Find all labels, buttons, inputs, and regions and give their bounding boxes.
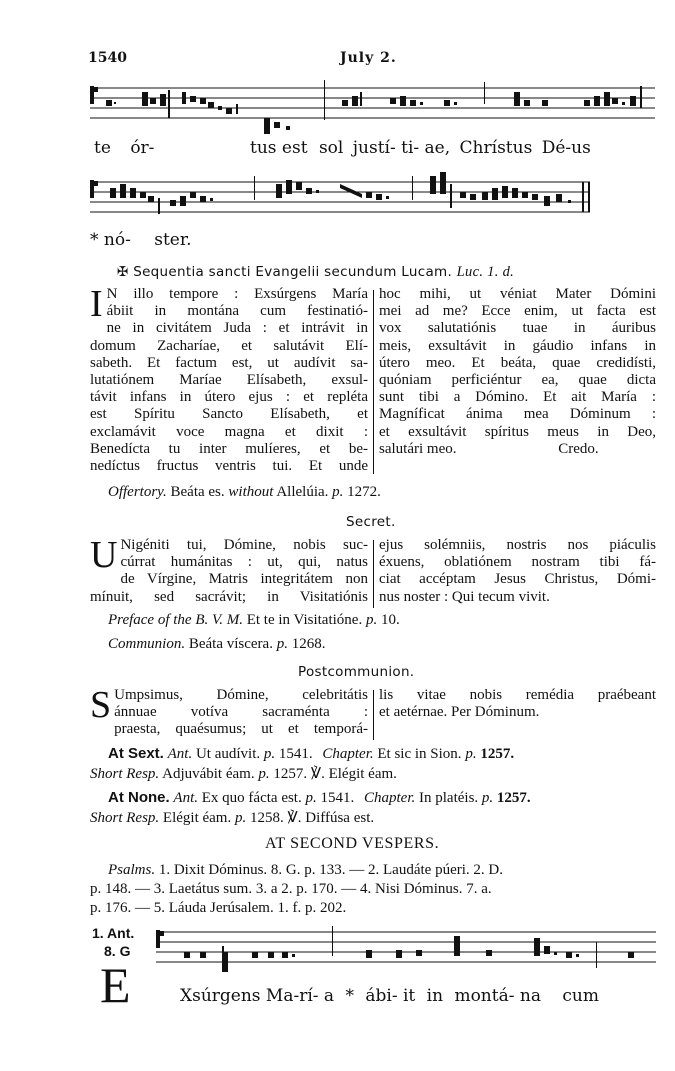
secret-line: nus noster : Qui tecum vivit.: [379, 588, 550, 605]
chant-2-lyrics: [180, 986, 599, 1006]
postcommunion-line: et aetérnae. Per Dóminum.: [379, 704, 540, 721]
page-header: [88, 50, 658, 70]
none-ant-text: Ex quo fácta est.: [201, 790, 302, 806]
none-resp-text: Elégit éam.: [162, 810, 232, 826]
vespers-psalms-line-1: [108, 862, 503, 879]
communion-line: [108, 636, 325, 653]
preface-label: Preface of the: [108, 612, 192, 628]
none-label: At None.: [108, 789, 170, 806]
gospel-line: sunt tibi a Dómino. Et ait María :: [379, 389, 656, 406]
none-resp-line: [90, 808, 374, 827]
postcommunion-line: ánnuae votíva sacraménta :: [114, 704, 368, 721]
column-divider: [373, 290, 374, 474]
vespers-psalms-line-2: p. 148. — 3. Laetátus sum. 3. a 2. p. 170. — 4. Nisi Dóminus. 7. a.: [90, 881, 492, 897]
lyric-syllable: in: [426, 986, 444, 1006]
secret-line: de Vírgine, Matris integritátem non: [120, 571, 368, 588]
lyric-syllable: ábi- it: [365, 986, 416, 1006]
secret-line: mínuit, sed sacrávit; in Visitatiónis: [90, 588, 368, 605]
offertory-text-2: Allelúia.: [276, 484, 329, 500]
postcommunion-right-column: [379, 687, 656, 721]
lyric-syllable: te: [94, 138, 111, 158]
lyric-syllable: Chrístus: [459, 138, 533, 158]
gospel-line: Magníficat ánima mea Dóminum :: [379, 406, 656, 423]
sext-line: [108, 745, 514, 763]
chant-1-lyrics-b: [250, 138, 591, 158]
communion-label: Communion.: [108, 636, 186, 652]
gospel-dropcap: I: [90, 283, 103, 325]
chant-1-lyrics: [94, 138, 154, 158]
gospel-line: lutatiónem Maríae Elísabeth, exsul-: [90, 372, 368, 389]
gospel-line: útero meo. Et beáta, quae credidísti,: [379, 354, 656, 371]
lyric-syllable: ór-: [130, 138, 155, 158]
gospel-line: meis, exsultávit in gáudio infans in: [379, 337, 656, 354]
lyric-syllable: cum: [562, 986, 599, 1006]
offertory-page: 1272.: [347, 484, 381, 500]
sext-ant: Ant.: [167, 746, 193, 762]
communion-p: p.: [276, 636, 288, 652]
none-chapter: Chapter.: [363, 790, 416, 806]
antiphon-initial: E: [100, 957, 131, 1013]
sext-resp-line: [90, 764, 397, 783]
gospel-line: quóniam perficiéntur ea, quae dicta: [379, 372, 656, 389]
none-p2: p.: [481, 790, 494, 806]
gospel-line: Benedícta tu inter mulíeres, et be-: [90, 440, 368, 457]
postcommunion-dropcap: S: [90, 684, 112, 726]
psalms-text: 1. Dixit Dóminus. 8. G. p. 133. — 2. Laudáte púeri. 2. D.: [158, 862, 503, 878]
offertory-text: Beáta es.: [170, 484, 225, 500]
postcommunion-line: lis vitae nobis remédia praébeant: [379, 687, 656, 703]
chant-1-lyrics-2: [90, 230, 192, 250]
vespers-psalms-line-3: p. 176. — 5. Láuda Jerúsalem. 1. f. p. 202.: [90, 900, 347, 916]
gospel-line: nedíctus fructus ventris tui. Et unde: [90, 458, 368, 475]
secret-line: ciat accéptam Jesus Christus, Dómi-: [379, 571, 656, 588]
gospel-left-column: [90, 283, 368, 475]
preface-p: p.: [365, 612, 378, 628]
preface-line: [108, 612, 400, 629]
none-page3: 1258.: [249, 810, 284, 826]
preface-bvm: B. V. M.: [195, 612, 243, 628]
sext-p2: p.: [465, 746, 477, 762]
communion-text: Beáta víscera.: [188, 636, 273, 652]
secret-heading: Secret.: [346, 514, 396, 530]
sext-chapter: Chapter.: [322, 746, 374, 762]
secret-line: Nigéniti tui, Dómine, nobis suc-: [120, 537, 368, 553]
sext-page2: 1257.: [480, 746, 515, 762]
chant-staff-3: [156, 922, 660, 982]
sext-versicle: ℣. Elégit éam.: [310, 766, 397, 782]
sext-p1: p.: [263, 746, 276, 762]
offertory-line: [108, 484, 381, 501]
lyric-syllable: Xsúrgens Ma-rí- a: [180, 986, 335, 1006]
none-page1: 1541.: [320, 790, 355, 806]
credo-label: Credo.: [558, 440, 599, 457]
chant-staff-2: [90, 172, 660, 228]
none-resp-label: Short Resp.: [90, 810, 160, 826]
gospel-line: ne in civitátem Juda : et intrávit in: [106, 320, 368, 337]
postcommunion-heading: Postcommunion.: [298, 664, 415, 680]
lyric-syllable: * nó-: [90, 230, 131, 250]
offertory-p: p.: [332, 484, 344, 500]
sext-p3: p.: [258, 766, 270, 782]
gospel-line: sabeth. Et factum est, ut audívit sa-: [90, 354, 368, 371]
postcommunion-line: Umpsimus, Dómine, celebritátis: [114, 687, 368, 703]
lyric-syllable: justí- ti- ae,: [352, 138, 451, 158]
gospel-line: N illo tempore : Exsúrgens María: [106, 286, 368, 302]
postcommunion-left-column: [90, 684, 368, 739]
sext-resp-label: Short Resp.: [90, 766, 160, 782]
gospel-line: domum Zacharíae, et salutávit Elí-: [90, 337, 368, 354]
secret-dropcap: U: [90, 534, 118, 576]
antiphon-label: 1. Ant.: [92, 925, 135, 941]
sext-page1: 1541.: [278, 746, 313, 762]
sext-chapter-text: Et sic in Sion.: [377, 746, 462, 762]
none-line: [108, 789, 531, 807]
sext-page3: 1257.: [273, 766, 308, 782]
offertory-label: Offertory.: [108, 484, 167, 500]
gospel-line: exclamávit voce magna et dixit :: [90, 423, 368, 440]
gospel-line: mei ad me? Ecce enim, ut facta est: [379, 303, 656, 320]
lyric-syllable: montá- na: [454, 986, 541, 1006]
secret-line: cúrrat humánitas : ut, qui, natus: [120, 554, 368, 571]
page-number: 1540: [88, 50, 127, 66]
gospel-line: távit infans in útero ejus : et repléta: [90, 389, 368, 406]
secret-line: éxuens, oblatiónem nostram tibi fá-: [379, 554, 656, 571]
secret-line: ejus solémniis, nostris nos piáculis: [379, 537, 656, 553]
offertory-without: without: [228, 484, 274, 500]
gospel-line: ábiit in montána cum festinatió-: [106, 303, 368, 320]
gospel-line: hoc mihi, ut véniat Mater Dómini: [379, 286, 656, 302]
chant-staff-1: [90, 78, 660, 138]
lyric-syllable: *: [345, 986, 354, 1006]
gospel-line: [379, 441, 656, 458]
lyric-syllable: sol: [318, 138, 344, 158]
running-title: July 2.: [340, 50, 397, 66]
gospel-line: vox salutatiónis tuae in áuribus: [379, 320, 656, 337]
none-p3: p.: [234, 810, 247, 826]
lyric-syllable: Dé-us: [541, 138, 591, 158]
gospel-right-column: [379, 286, 656, 458]
secret-right-column: [379, 537, 656, 606]
preface-page: 10.: [380, 612, 400, 628]
none-chapter-text: In platéis.: [419, 790, 479, 806]
sext-resp-text: Adjuvábit éam.: [162, 766, 255, 782]
psalms-label: Psalms.: [108, 862, 156, 878]
gospel-line: est Spíritu Sancto Elísabeth, et: [90, 406, 368, 423]
gospel-reference: Luc. 1. d.: [456, 264, 515, 280]
gospel-heading: [117, 264, 514, 281]
none-ant: Ant.: [173, 790, 199, 806]
none-page2: 1257.: [496, 790, 531, 806]
vespers-heading: AT SECOND VESPERS.: [265, 835, 440, 852]
none-versicle: ℣. Diffúsa est.: [287, 810, 375, 826]
column-divider: [373, 690, 374, 740]
preface-text: Et te in Visitatióne.: [246, 612, 363, 628]
secret-left-column: [90, 534, 368, 606]
lyric-syllable: tus est: [250, 138, 308, 158]
sext-label: At Sext.: [108, 745, 164, 762]
postcommunion-line: praesta, quaésumus; ut et temporá-: [114, 721, 368, 738]
sext-ant-text: Ut audívit.: [195, 746, 261, 762]
gospel-heading-text: ✠ Sequentia sancti Evangelii secundum Lucam.: [117, 264, 453, 280]
lyric-syllable: ster.: [154, 230, 192, 250]
gospel-line: et exsultávit spíritus meus in Deo,: [379, 423, 656, 440]
antiphon-mode: 8. G: [104, 943, 131, 959]
column-divider: [373, 540, 374, 608]
none-p1: p.: [305, 790, 317, 806]
communion-page: 1268.: [291, 636, 326, 652]
gospel-line-text: salutári meo.: [379, 440, 457, 457]
